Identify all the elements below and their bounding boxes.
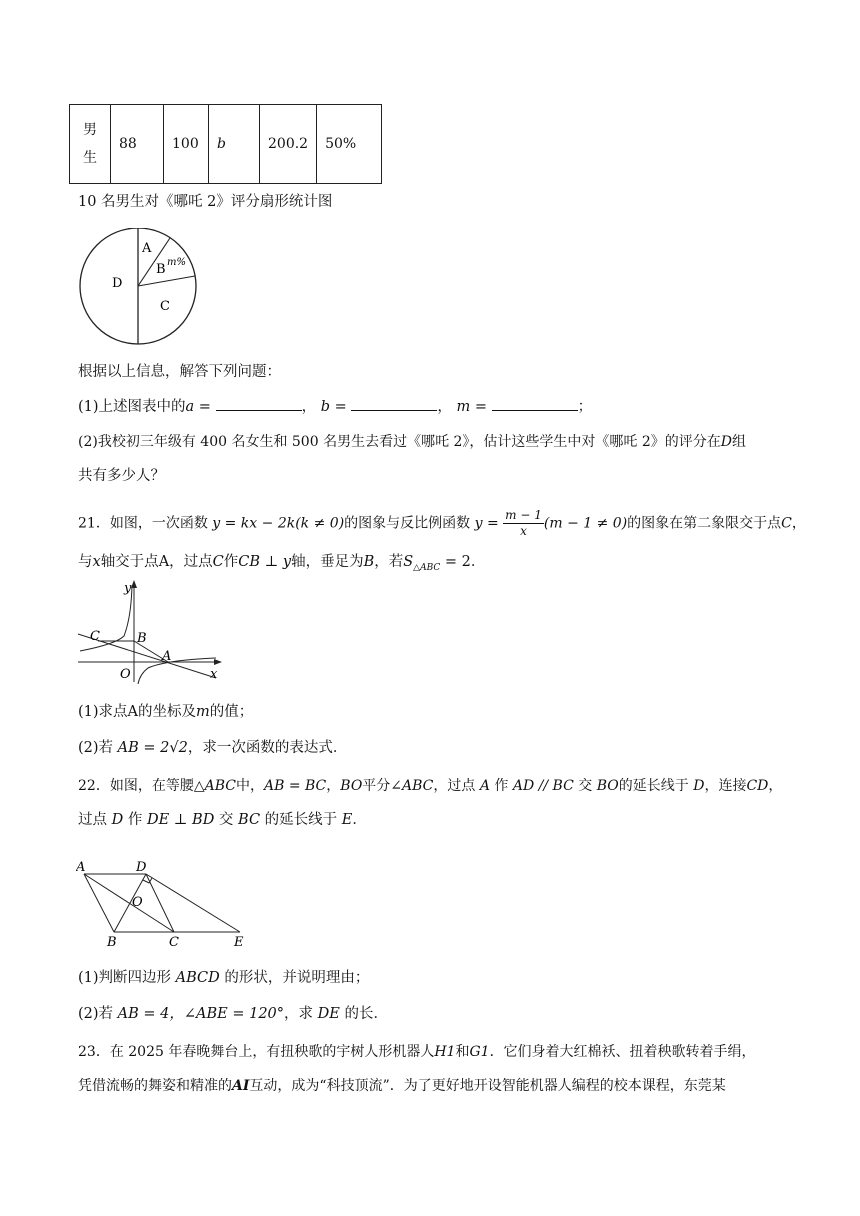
problem-21-line-2: 与x轴交于点A，过点C作CB ⊥ y轴，垂足为B，若$S_{\triangle ABC} = 2$． bbox=[78, 554, 486, 573]
geo-label-e: E bbox=[234, 935, 244, 950]
table-cell: 200.2 bbox=[260, 105, 317, 184]
table-row bbox=[70, 105, 382, 184]
question-22-1: (1)判断四边形 ABCD 的形状，并说明理由； bbox=[78, 970, 370, 986]
fraction: $\frac{m - 1}{x}$ bbox=[505, 508, 542, 538]
table-cell: b bbox=[209, 105, 260, 184]
geo-label-b: B bbox=[107, 935, 117, 950]
question-21-2: (2)若 AB = 2√2，求一次函数的表达式． bbox=[78, 740, 348, 756]
function-graph bbox=[76, 578, 226, 686]
question-1: (1)上述图表中的a = ， b = ， m = ； bbox=[78, 396, 592, 417]
question-22-2: (2)若 AB = 4，∠ABE = 120°，求 DE 的长． bbox=[78, 1006, 388, 1022]
answer-blank-b[interactable] bbox=[351, 396, 437, 411]
table-cell: 100 bbox=[164, 105, 209, 184]
intro-text: 根据以上信息，解答下列问题： bbox=[78, 364, 281, 380]
problem-23-line-2: 凭借流畅的舞姿和精准的AI互动，成为“科技顶流”．为了更好地开设智能机器人编程的校本课程，东莞某 bbox=[78, 1078, 726, 1094]
table-cell: 88 bbox=[111, 105, 164, 184]
pie-label-d: D bbox=[112, 276, 123, 291]
graph-label-o: O bbox=[120, 667, 131, 682]
pie-label-c: C bbox=[160, 299, 170, 314]
pie-chart bbox=[76, 228, 200, 346]
problem-23-line-1: 23．在 2025 年春晚舞台上，有扭秧歌的宇树人形机器人H1和G1．它们身着大红棉袄、扭着秧歌转着手绢， bbox=[78, 1044, 756, 1060]
question-2-line-2: 共有多少人？ bbox=[78, 468, 165, 484]
graph-label-x: x bbox=[210, 667, 218, 682]
pie-label-m: m% bbox=[167, 257, 186, 268]
row-label: 男 生 bbox=[70, 105, 111, 184]
geo-label-o: O bbox=[132, 895, 143, 910]
graph-label-b: B bbox=[137, 631, 147, 646]
answer-blank-m[interactable] bbox=[492, 396, 578, 411]
graph-label-a: A bbox=[162, 649, 172, 664]
problem-22-line-2: 过点 D 作 DE ⊥ BD 交 BC 的延长线于 E． bbox=[78, 812, 367, 828]
problem-22-line-1: 22．如图，在等腰△ABC中，AB = BC，BO平分∠ABC，过点 A 作 AD // BC 交 BO的延长线于 D，连接CD， bbox=[78, 778, 783, 794]
table-cell: 50% bbox=[317, 105, 382, 184]
geo-label-c: C bbox=[169, 935, 179, 950]
problem-21-line-1: 21．如图，一次函数 y = kx − 2k(k ≠ 0)的图象与反比例函数 y = $\frac{m - 1}{x}$ (m − 1 ≠ 0)的图象在第二象限交于点C， bbox=[78, 508, 806, 538]
pie-label-b: B bbox=[156, 262, 166, 277]
geometry-figure bbox=[76, 858, 256, 950]
stats-table bbox=[69, 104, 382, 184]
pie-label-a: A bbox=[142, 241, 152, 256]
pie-title: 10 名男生对《哪吒 2》评分扇形统计图 bbox=[78, 194, 333, 210]
question-21-1: (1)求点A的坐标及m的值； bbox=[78, 704, 254, 720]
question-2-line-1: (2)我校初三年级有 400 名女生和 500 名男生去看过《哪吒 2》，估计这些学生中对《哪吒 2》的评分在D组 bbox=[78, 434, 747, 450]
graph-label-c: C bbox=[90, 629, 100, 644]
answer-blank-a[interactable] bbox=[216, 396, 302, 411]
graph-label-y: y bbox=[124, 581, 132, 596]
geo-label-d: D bbox=[136, 860, 147, 875]
geo-label-a: A bbox=[76, 860, 86, 875]
